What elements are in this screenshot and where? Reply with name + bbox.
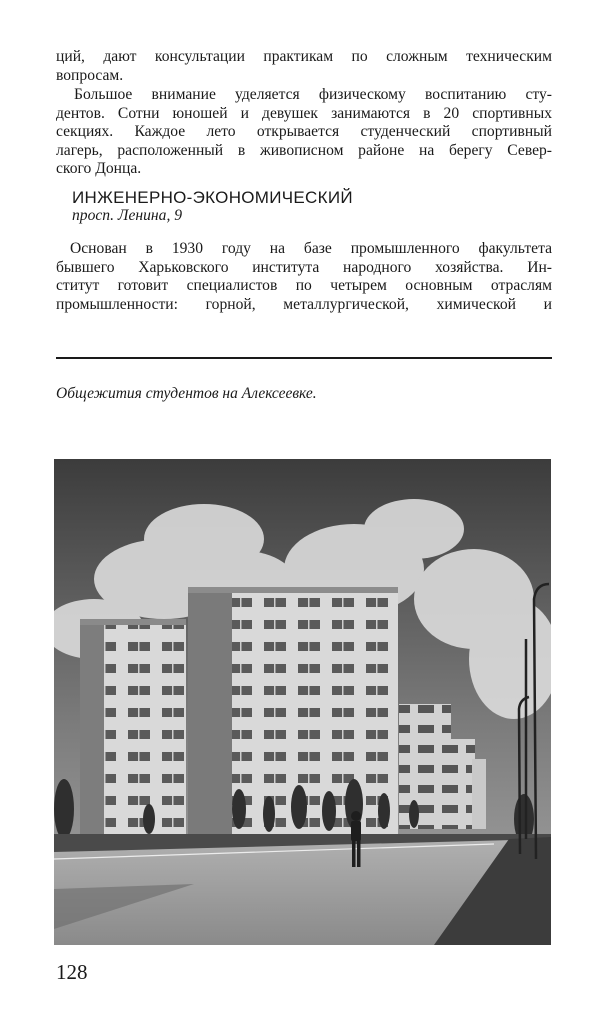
horizontal-rule xyxy=(56,357,552,359)
section-address: просп. Ленина, 9 xyxy=(72,207,183,224)
dormitory-photo-illustration xyxy=(54,459,551,945)
text-line: ций, дают консультации практикам по сложным техническим xyxy=(56,48,552,65)
text-line: дентов. Сотни юношей и девушек занимаются в 20 спортивных xyxy=(56,104,552,122)
paragraph-institute xyxy=(56,240,552,314)
paragraph-continuation xyxy=(56,48,552,85)
paragraph-sports xyxy=(56,86,552,179)
text-line: секциях. Каждое лето открывается студенческий спортивный xyxy=(56,123,552,140)
dormitory-photo xyxy=(54,459,551,945)
text-line: вопросам. xyxy=(56,66,124,84)
text-line: бывшего Харьковского института народного хозяйства. Ин- xyxy=(56,258,552,276)
text-line: лагерь, расположенный в живописном районе на берегу Север- xyxy=(56,141,552,159)
text-line: Большое внимание уделяется физическому воспитанию сту- xyxy=(74,86,552,103)
text-line: Основан в 1930 году на базе промышленного факультета xyxy=(70,240,552,257)
photo-caption: Общежития студентов на Алексеевке. xyxy=(56,385,317,402)
page-number: 128 xyxy=(56,960,88,984)
text-line: ского Донца. xyxy=(56,160,142,177)
section-heading: ИНЖЕНЕРНО-ЭКОНОМИЧЕСКИЙ xyxy=(72,188,353,207)
text-line: ститут готовит специалистов по четырем основным отраслям xyxy=(56,277,552,294)
text-line: промышленности: горной, металлургической, химической и xyxy=(56,295,552,313)
left-building xyxy=(80,619,186,839)
